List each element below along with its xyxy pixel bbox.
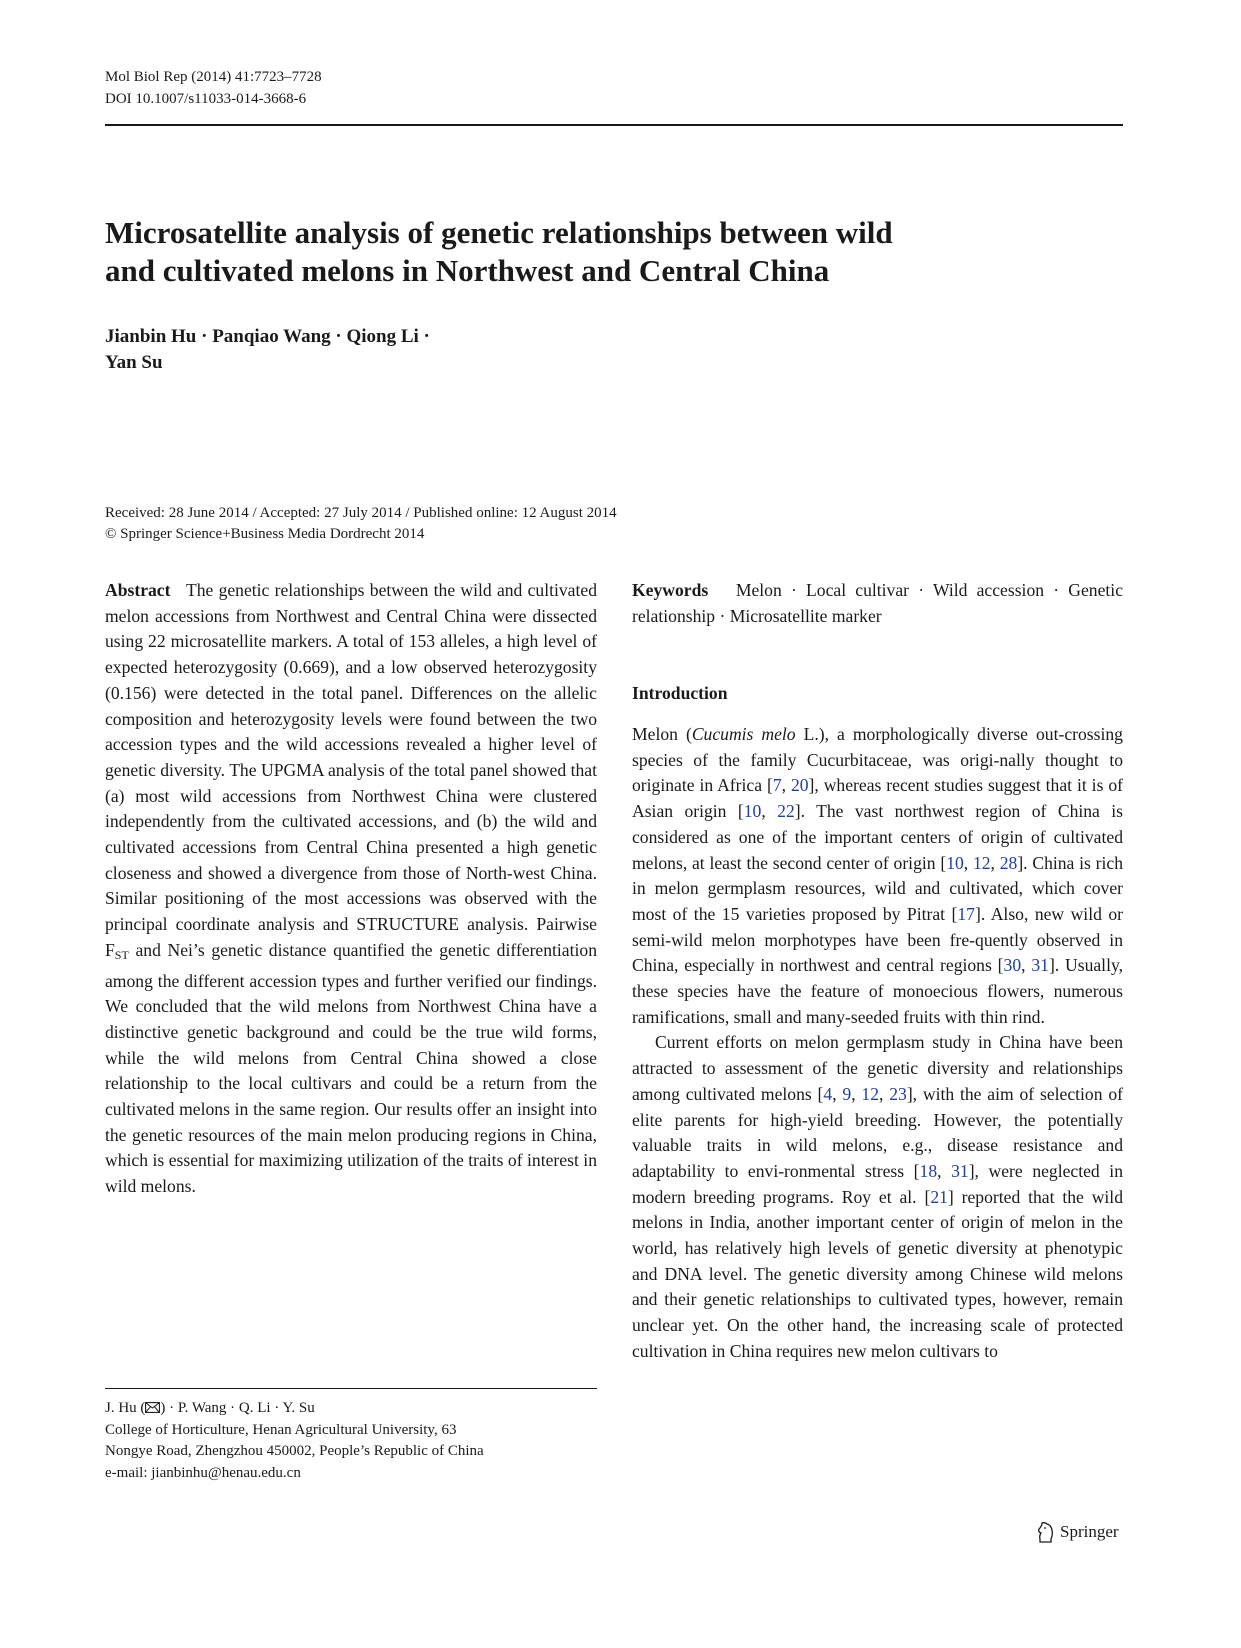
publisher-name: Springer (1060, 1522, 1119, 1541)
received-accepted-published: Received: 28 June 2014 / Accepted: 27 July 2014 / Published online: 12 August 2014 (105, 505, 617, 521)
reference-link[interactable]: 31 (1031, 955, 1049, 976)
abstract-label: Abstract (105, 580, 171, 600)
doi-line: DOI 10.1007/s11033-014-3668-6 (105, 91, 307, 107)
reference-link[interactable]: 21 (930, 1186, 948, 1207)
reference-link[interactable]: 9 (842, 1083, 852, 1104)
reference-link[interactable]: 22 (777, 801, 795, 822)
envelope-icon (145, 1402, 160, 1413)
reference-link[interactable]: 4 (823, 1083, 833, 1104)
author-email[interactable]: e-mail: jianbinhu@henau.edu.cn (105, 1464, 301, 1481)
keywords-label: Keywords (632, 580, 709, 600)
title-line-1: Microsatellite analysis of genetic relationships between wild (105, 215, 893, 250)
copyright-line: © Springer Science+Business Media Dordrecht 2014 (105, 526, 425, 542)
reference-link[interactable]: 28 (999, 852, 1018, 873)
abstract-text-2: and Nei’s genetic distance quantified the genetic differentiation among the different accession types and further verified our findings. We concluded that the wild melons from Northwest China have a distinctive genetic background and could be the true wild forms, while the wild melons from Central China showed a close relationship to the local cultivars and could be a return from the cultivated melons in the same region. Our results offer an insight into the genetic resources of the main melon producing regions in China, which is essential for maximizing utilization of the traits of interest in wild melons. (105, 939, 597, 1197)
keywords (632, 578, 1123, 629)
publisher-logo (1036, 1521, 1119, 1543)
article-title (105, 214, 1065, 290)
affiliation-authors: J. Hu ( ) · P. Wang · Q. Li · Y. Su (105, 1400, 315, 1416)
authors-line-1: Jianbin Hu · Panqiao Wang · Qiong Li · (105, 326, 430, 347)
reference-link[interactable]: 12 (861, 1083, 880, 1104)
springer-knight-icon (1036, 1521, 1056, 1543)
reference-link[interactable]: 23 (889, 1083, 907, 1104)
header-rule (105, 124, 1123, 126)
abstract-text-1: The genetic relationships between the wild and cultivated melon accessions from Northwest and Central China were dissected using 22 microsatellite markers. A total of 153 alleles, a high level of expected heterozygosity (0.669), and a low observed heterozygosity (0.156) were detected in the total panel. Differences on the allelic composition and heterozygosity levels were found between the two accession types and the wild accessions revealed a higher level of genetic diversity. The UPGMA analysis of the total panel showed that (a) most wild accessions from Northwest China were clustered independently from the cultivated accessions, and (b) the wild and cultivated accessions from Central China presented a high genetic closeness and showed a divergence from those of North-west China. Similar positioning of the most accessions was observed with the principal coordinate analysis and STRUCTURE analysis. Pairwise F (105, 580, 597, 960)
reference-link[interactable]: 30 (1003, 955, 1022, 976)
fst-subscript: ST (114, 947, 129, 962)
reference-link[interactable]: 17 (957, 903, 975, 924)
reference-link[interactable]: 20 (790, 775, 809, 796)
reference-link[interactable]: 10 (946, 852, 964, 873)
affiliation-line-2: College of Horticulture, Henan Agricultural University, 63 (105, 1421, 457, 1438)
affiliation-line-3: Nongye Road, Zhengzhou 450002, People’s Republic of China (105, 1443, 484, 1459)
author-list (105, 324, 705, 376)
journal-citation (105, 66, 322, 110)
author-affiliation (105, 1398, 597, 1484)
reference-link[interactable]: 12 (972, 852, 991, 873)
reference-link[interactable]: 7 (772, 775, 782, 796)
article-dates (105, 503, 617, 545)
title-line-2: and cultivated melons in Northwest and Central China (105, 253, 830, 288)
reference-link[interactable]: 31 (951, 1160, 969, 1181)
affiliation-rule (105, 1388, 597, 1389)
keywords-text: Melon · Local cultivar · Wild accession · Genetic relationship · Microsatellite marker (632, 580, 1123, 626)
intro-paragraph-2: Current efforts on melon germplasm study in China have been attracted to assessment of the genetic diversity and relationships among cultivated melons [4, 9, 12, 23], with the aim of selection of elite parents for high-yield breeding. However, the potentially valuable traits in wild melons, e.g., disease resistance and adaptability to envi-ronmental stress [18, 31], were neglected in modern breeding programs. Roy et al. [21] reported that the wild melons in India, another important center of origin of melon in the world, has relatively high levels of genetic diversity at phenotypic and DNA level. The genetic diversity among Chinese wild melons and their genetic relationships to cultivated types, however, remain unclear yet. On the other hand, the increasing scale of protected cultivation in China requires new melon cultivars to (632, 1032, 1123, 1361)
reference-link[interactable]: 10 (743, 801, 762, 822)
introduction-body (632, 722, 1123, 1365)
intro-paragraph-1: Melon (Cucumis melo L.), a morphologically diverse out-crossing species of the family Cucurbitaceae, was origi-nally thought to originate in Africa [7, 20], whereas recent studies suggest that it is of Asian origin [10, 22]. The vast northwest region of China is considered as one of the important centers of origin of cultivated melons, at least the second center of origin [10, 12, 28]. China is rich in melon germplasm resources, wild and cultivated, which cover most of the 15 varieties proposed by Pitrat [17]. Also, new wild or semi-wild melon morphotypes have been fre-quently observed in China, especially in northwest and central regions [30, 31]. Usually, these species have the feature of monoecious flowers, numerous ramifications, small and many-seeded fruits with thin rind. (632, 724, 1124, 1027)
abstract (105, 578, 597, 1200)
introduction-heading: Introduction (632, 683, 728, 703)
reference-link[interactable]: 18 (919, 1160, 938, 1181)
authors-line-2: Yan Su (105, 352, 163, 373)
species-name: Cucumis melo (691, 724, 796, 744)
journal-line: Mol Biol Rep (2014) 41:7723–7728 (105, 69, 322, 85)
